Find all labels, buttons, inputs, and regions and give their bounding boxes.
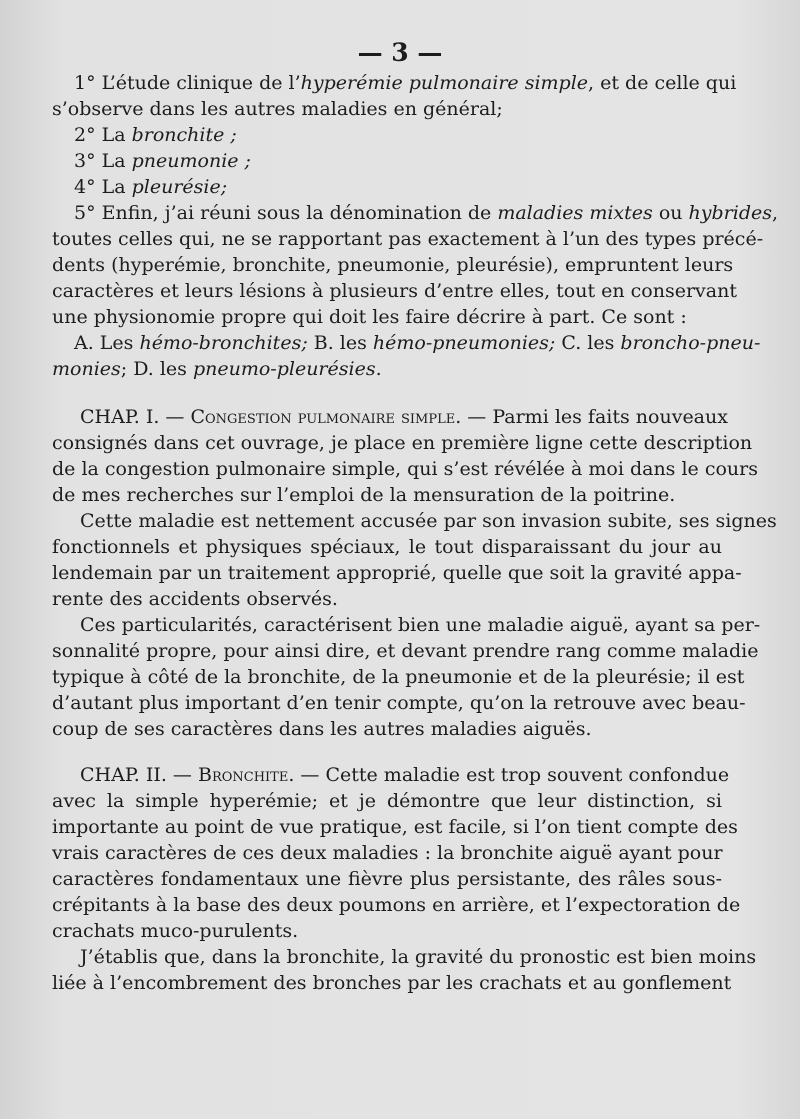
chapter-2-line: avec la simple hyperémie; et je démontre que leur distinction, si <box>52 790 722 812</box>
section-gap <box>52 382 722 404</box>
page-body <box>52 70 779 996</box>
list-item-5-types-cont: monies; D. les pneumo-pleurésies. <box>52 358 382 380</box>
chapter-1-p2-line: lendemain par un traitement approprié, quelle que soit la gravité appa- <box>52 562 742 584</box>
page-number: — 3 — <box>357 38 443 67</box>
chapter-1-p3-line: d’autant plus important d’en tenir compte, qu’on la retrouve avec beau- <box>52 692 746 714</box>
list-item-4: 4° La pleurésie; <box>74 176 228 198</box>
chapter-2-line: caractères fondamentaux une fièvre plus persistante, des râles sous- <box>52 868 722 890</box>
list-item-1-cont: s’observe dans les autres maladies en général; <box>52 98 503 120</box>
list-item-5-line: caractères et leurs lésions à plusieurs d’entre elles, tout en conservant <box>52 280 737 302</box>
chapter-2-p2-line: liée à l’encombrement des bronches par les crachats et au gonflement <box>52 972 732 994</box>
chapter-1-p3-line: coup de ses caractères dans les autres maladies aiguës. <box>52 718 592 740</box>
chapter-1-p3-line: Ces particularités, caractérisent bien une maladie aiguë, ayant sa per- <box>80 614 761 636</box>
chapter-2-heading: CHAP. II. — Bronchite. — Cette maladie est trop souvent confondue <box>80 764 730 786</box>
chapter-1-p2-line: Cette maladie est nettement accusée par son invasion subite, ses signes <box>80 510 777 532</box>
chapter-2-line: crépitants à la base des deux poumons en arrière, et l’expectoration de <box>52 894 741 916</box>
chapter-2-p2-line: J’établis que, dans la bronchite, la gravité du pronostic est bien moins <box>80 946 757 968</box>
list-item-5-line: dents (hyperémie, bronchite, pneumonie, pleurésie), empruntent leurs <box>52 254 734 276</box>
chapter-2-line: crachats muco-purulents. <box>52 920 299 942</box>
chapter-1-p3-line: typique à côté de la bronchite, de la pneumonie et de la pleurésie; il est <box>52 666 745 688</box>
chapter-1-p2-line: fonctionnels et physiques spéciaux, le tout disparaissant du jour au <box>52 536 722 558</box>
section-gap <box>52 742 722 762</box>
list-item-1: 1° L’étude clinique de l’hyperémie pulmonaire simple, et de celle qui <box>74 72 737 94</box>
list-item-5-types: A. Les hémo-bronchites; B. les hémo-pneumonies; C. les broncho-pneu- <box>74 332 761 354</box>
chapter-1-line: de la congestion pulmonaire simple, qui s’est révélée à moi dans le cours <box>52 458 758 480</box>
chapter-1-line: consignés dans cet ouvrage, je place en première ligne cette description <box>52 432 753 454</box>
list-item-5-line: une physionomie propre qui doit les faire décrire à part. Ce sont : <box>52 306 687 328</box>
chapter-1-heading: CHAP. I. — Congestion pulmonaire simple. — Parmi les faits nouveaux <box>80 406 728 428</box>
chapter-2-line: vrais caractères de ces deux maladies : la bronchite aiguë ayant pour <box>52 842 723 864</box>
chapter-1-p2-line: rente des accidents observés. <box>52 588 338 610</box>
list-item-2: 2° La bronchite ; <box>74 124 237 146</box>
list-item-5-line: toutes celles qui, ne se rapportant pas exactement à l’un des types précé- <box>52 228 764 250</box>
chapter-2-line: importante au point de vue pratique, est facile, si l’on tient compte des <box>52 816 738 838</box>
chapter-1-line: de mes recherches sur l’emploi de la mensuration de la poitrine. <box>52 484 676 506</box>
list-item-3: 3° La pneumonie ; <box>74 150 251 172</box>
chapter-1-p3-line: sonnalité propre, pour ainsi dire, et devant prendre rang comme maladie <box>52 640 759 662</box>
list-item-5: 5° Enfin, j’ai réuni sous la dénomination de maladies mixtes ou hybrides, <box>74 202 779 224</box>
